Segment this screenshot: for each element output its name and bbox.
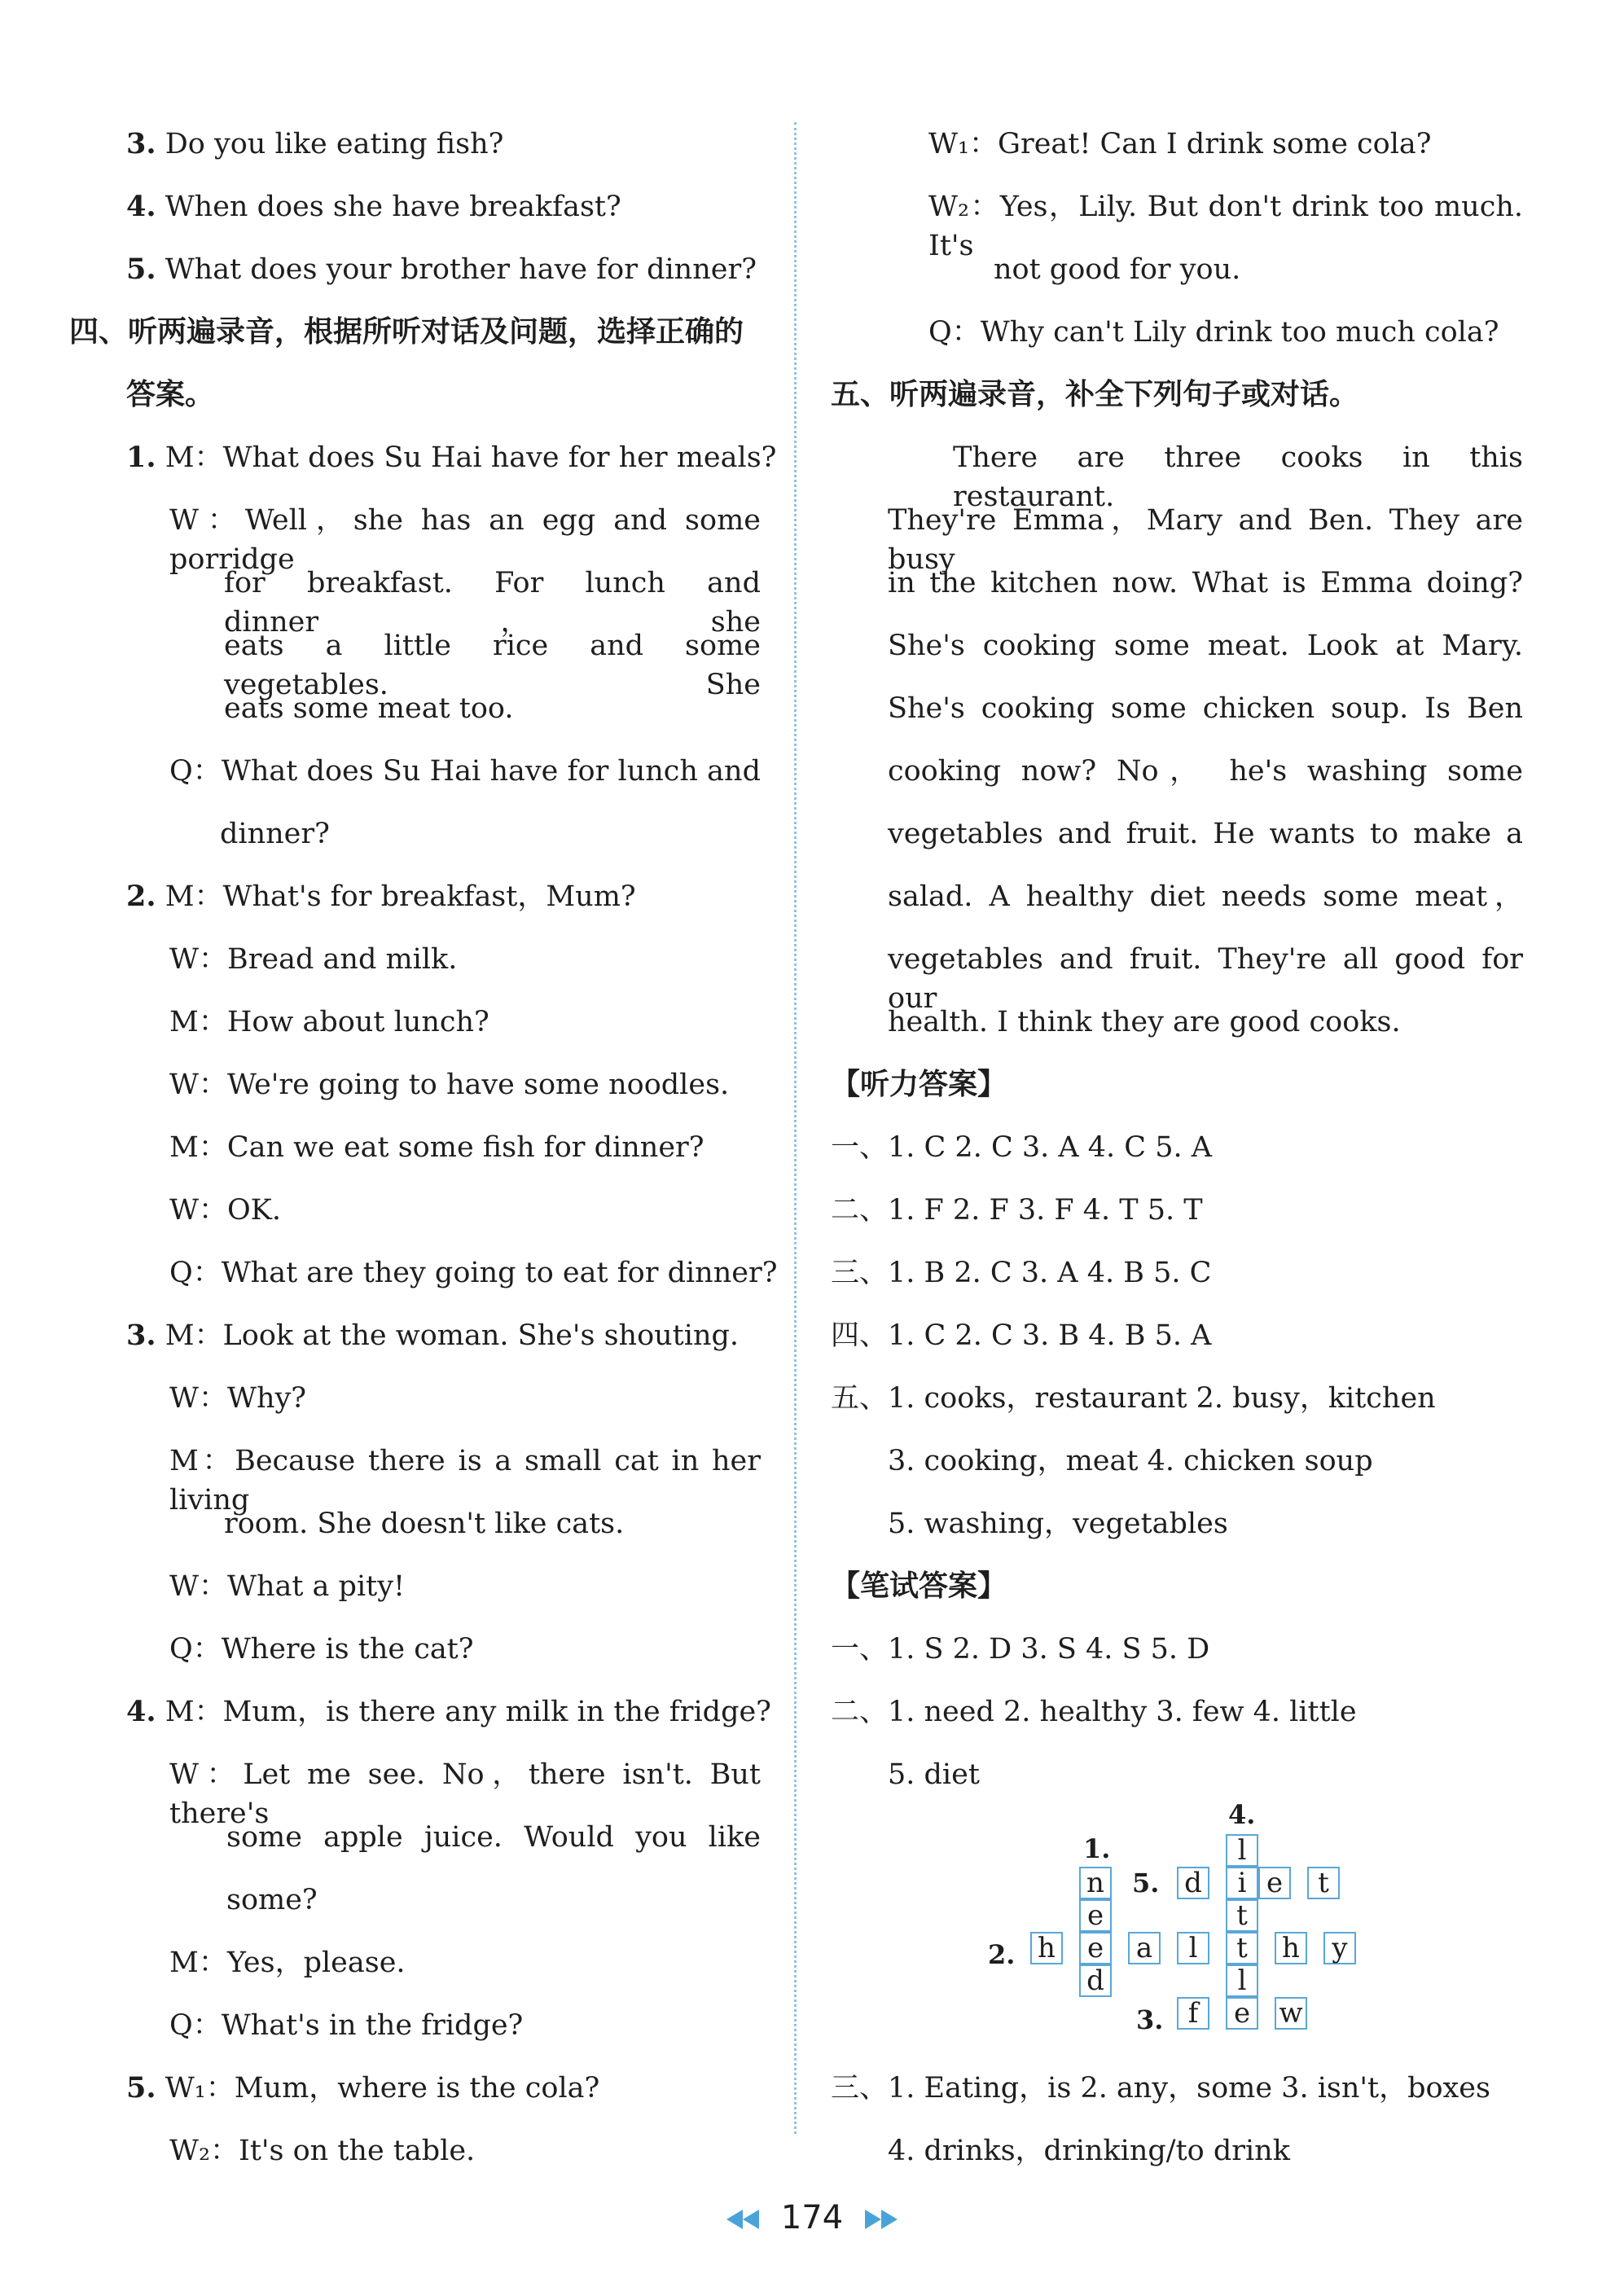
crossword-cell: t	[1226, 1932, 1258, 1964]
right-line: Q：Why can't Lily drink too much cola?	[928, 316, 1499, 349]
left-line: W：Let me see. No，there isn't. But there's	[169, 1758, 761, 1830]
crossword-number: 5.	[1132, 1868, 1160, 1898]
right-line: vegetables and fruit. They're all good for our	[888, 943, 1523, 1015]
left-line: for breakfast. For lunch and dinner，she	[224, 567, 761, 639]
answer-line: 三、1. B 2. C 3. A 4. B 5. C	[831, 1257, 1212, 1289]
left-line: some apple juice. Would you like	[226, 1821, 761, 1854]
left-line: 5. W₁：Mum，where is the cola?	[126, 2071, 600, 2105]
left-line: 3. M：Look at the woman. She's shouting.	[126, 1319, 740, 1352]
answer-line: 二、1. need 2. healthy 3. few 4. little	[831, 1696, 1357, 1728]
crossword-cell: a	[1128, 1932, 1161, 1964]
right-line: salad. A healthy diet needs some meat，	[888, 880, 1523, 913]
right-line: vegetables and fruit. He wants to make a	[888, 818, 1523, 850]
right-line: not good for you.	[994, 253, 1241, 286]
crossword-cell: d	[1079, 1964, 1112, 1997]
right-line: in the kitchen now. What is Emma doing?	[888, 567, 1523, 599]
answer-line: 五、1. cooks，restaurant 2. busy，kitchen	[831, 1382, 1436, 1415]
left-line: 3. Do you like eating fish?	[126, 127, 504, 160]
crossword-cell: e	[1258, 1867, 1291, 1899]
answer-line: 一、1. C 2. C 3. A 4. C 5. A	[831, 1131, 1212, 1164]
left-line: W：What a pity!	[169, 1570, 406, 1603]
left-line: 1. M：What does Su Hai have for her meals?	[126, 441, 777, 474]
crossword-number: 4.	[1228, 1799, 1256, 1830]
answer-line: 3. cooking，meat 4. chicken soup	[888, 1445, 1373, 1477]
left-line: M：Yes，please.	[169, 1947, 406, 1979]
crossword-cell: d	[1177, 1867, 1209, 1899]
page-number-footer	[0, 2199, 1624, 2236]
crossword-cell: n	[1079, 1867, 1112, 1899]
left-line: 4. M：Mum，is there any milk in the fridge?	[126, 1695, 771, 1728]
next-arrow-icon	[881, 2210, 898, 2229]
crossword-cell: t	[1307, 1867, 1340, 1899]
left-line: W：Why?	[169, 1382, 307, 1415]
right-line: health. I think they are good cooks.	[888, 1006, 1401, 1038]
left-line: Q：What does Su Hai have for lunch and	[169, 755, 761, 788]
crossword-cell: y	[1323, 1932, 1356, 1964]
left-line: room. She doesn't like cats.	[224, 1508, 625, 1540]
section-heading: 【笔试答案】	[831, 1569, 1007, 1603]
prev-arrow-icon	[726, 2210, 743, 2229]
left-line: 4. When does she have breakfast?	[126, 190, 621, 223]
left-line: eats a little rice and some vegetables. She	[224, 630, 761, 701]
left-line: Q：Where is the cat?	[169, 1633, 474, 1666]
answer-line: 4. drinks，drinking/to drink	[888, 2135, 1290, 2167]
section-heading: 【听力答案】	[831, 1068, 1007, 1101]
crossword-cell: e	[1079, 1932, 1112, 1964]
left-line: dinner?	[220, 818, 330, 850]
crossword-number: 2.	[988, 1939, 1016, 1970]
crossword-cell: h	[1275, 1932, 1307, 1964]
crossword-number: 1.	[1083, 1833, 1111, 1864]
crossword-cell: h	[1030, 1932, 1063, 1964]
left-line: W：Well，she has an egg and some porridge	[169, 504, 761, 576]
left-line: W：We're going to have some noodles.	[169, 1069, 730, 1101]
section-heading: 四、听两遍录音，根据所听对话及问题，选择正确的	[69, 315, 744, 349]
right-line: cooking now? No， he's washing some	[888, 755, 1523, 788]
prev-arrow-icon	[743, 2210, 759, 2229]
crossword-cell: f	[1177, 1997, 1209, 2030]
left-line: Q：What are they going to eat for dinner?	[169, 1257, 778, 1289]
answer-line: 二、1. F 2. F 3. F 4. T 5. T	[831, 1194, 1203, 1227]
crossword-cell: l	[1226, 1964, 1258, 1997]
page-number: 174	[780, 2199, 844, 2236]
crossword-cell: e	[1079, 1899, 1112, 1932]
column-divider	[794, 122, 797, 2134]
left-line: some?	[226, 1884, 318, 1916]
next-arrow-icon	[865, 2210, 881, 2229]
crossword-cell: t	[1226, 1899, 1258, 1932]
left-line: W：Bread and milk.	[169, 943, 458, 976]
left-line: 2. M：What's for breakfast，Mum?	[126, 880, 636, 913]
answer-line: 5. diet	[888, 1758, 980, 1791]
left-line: M：Can we eat some fish for dinner?	[169, 1131, 704, 1164]
right-line: She's cooking some chicken soup. Is Ben	[888, 692, 1523, 725]
section-heading: 答案。	[126, 378, 215, 411]
left-line: W₂：It's on the table.	[169, 2135, 476, 2167]
left-line: eats some meat too.	[224, 692, 514, 725]
left-line: W：OK.	[169, 1194, 281, 1227]
left-line: Q：What's in the fridge?	[169, 2009, 524, 2042]
right-line: They're Emma，Mary and Ben. They are busy	[888, 504, 1523, 576]
crossword-cell: l	[1177, 1932, 1209, 1964]
crossword-cell: i	[1226, 1867, 1258, 1899]
crossword-cell: l	[1226, 1834, 1258, 1867]
right-line: There are three cooks in this restaurant.	[953, 441, 1523, 513]
right-line: W₁：Great! Can I drink some cola?	[928, 128, 1432, 160]
crossword-number: 3.	[1136, 2004, 1164, 2035]
answer-line: 5. washing，vegetables	[888, 1508, 1228, 1540]
crossword-cell: e	[1226, 1997, 1258, 2030]
answer-line: 一、1. S 2. D 3. S 4. S 5. D	[831, 1633, 1210, 1666]
left-line: M：How about lunch?	[169, 1006, 489, 1038]
crossword-cell: w	[1275, 1997, 1307, 2030]
answer-line: 三、1. Eating，is 2. any，some 3. isn't，boxes	[831, 2072, 1490, 2105]
section-heading: 五、听两遍录音，补全下列句子或对话。	[831, 378, 1359, 411]
right-line: W₂：Yes，Lily. But don't drink too much. It's	[928, 191, 1523, 262]
right-line: She's cooking some meat. Look at Mary.	[888, 630, 1523, 662]
left-line: M：Because there is a small cat in her living	[169, 1445, 761, 1516]
answer-line: 四、1. C 2. C 3. B 4. B 5. A	[831, 1319, 1212, 1352]
left-line: 5. What does your brother have for dinner?	[126, 252, 757, 286]
